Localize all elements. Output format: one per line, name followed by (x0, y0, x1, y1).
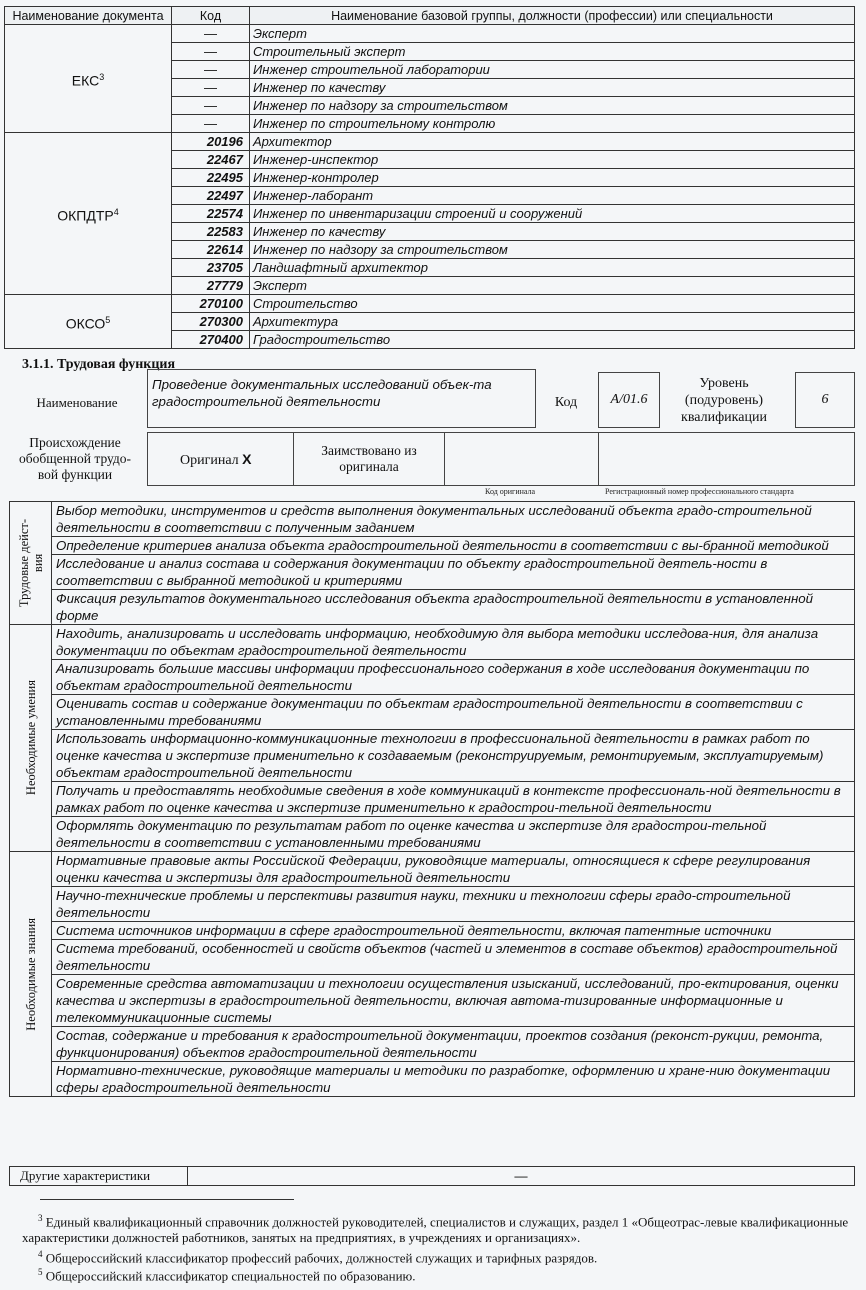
doc-group-name: ОКПДТР (57, 207, 114, 224)
classifier-code: — (172, 61, 250, 79)
header-doc-name: Наименование документа (5, 7, 172, 25)
footnote-3 (22, 1210, 852, 1246)
classifier-name: Инженер-лаборант (250, 187, 855, 205)
classifier-code: — (172, 97, 250, 115)
doc-group-name: ЕКС (71, 72, 100, 89)
classifier-code: — (172, 79, 250, 97)
labor-action-row (10, 555, 855, 590)
classifier-code: 22467 (172, 151, 250, 169)
footnote-separator (40, 1199, 294, 1200)
classifier-name: Инженер по надзору за строительством (250, 241, 855, 259)
name-value: Проведение документальных исследований объек-та градостроительной деятельности (152, 377, 492, 409)
required-skill-text: Получать и предоставлять необходимые сведения в ходе коммуникаций в контексте профессиональ-ной деятельности в рамках работ по оценке качества и экспертизе применительно к градострои-тельной деятельности (52, 782, 855, 817)
required-skill-group-label: Необходимые умения (23, 680, 38, 796)
classifier-name: Эксперт (250, 25, 855, 43)
level-value: 6 (821, 392, 829, 407)
classifier-code: 22574 (172, 205, 250, 223)
other-value: — (188, 1167, 855, 1186)
footnote-5-num: 5 (38, 1267, 43, 1277)
classifier-code: — (172, 25, 250, 43)
footnote-4-text: Общероссийский классификатор профессий рабочих, должностей служащих и тарифных разрядов. (45, 1250, 598, 1266)
required-knowledge-text: Состав, содержание и требования к градостроительной документации, проектов создания (реконст-рукции, ремонта, функционирования) объектов градостроительной деятельности (52, 1027, 855, 1062)
classifier-name: Ландшафтный архитектор (250, 259, 855, 277)
classifier-name: Инженер по надзору за строительством (250, 97, 855, 115)
doc-group-footnote-ref: 3 (99, 71, 105, 82)
labor-action-row (10, 502, 855, 537)
classifier-name: Архитектура (250, 313, 855, 331)
required-knowledge-row (10, 887, 855, 922)
required-skill-row (10, 660, 855, 695)
origin-divider-2 (444, 432, 445, 486)
required-knowledge-row (10, 922, 855, 940)
level-value-box (795, 372, 855, 428)
doc-group-cell (5, 295, 172, 349)
required-knowledge-text: Система источников информации в сфере градостроительной деятельности, включая патентные источники (52, 922, 855, 940)
required-knowledge-row (10, 1062, 855, 1097)
classifier-row (5, 133, 855, 151)
required-skill-row (10, 730, 855, 782)
doc-group-footnote-ref: 5 (105, 314, 111, 325)
classifier-name: Инженер по инвентаризации строений и сооружений (250, 205, 855, 223)
required-knowledge-text: Научно-технические проблемы и перспективы развития науки, техники и технологии сферы градо-строительной деятельности (52, 887, 855, 922)
required-knowledge-row (10, 852, 855, 887)
required-skill-row (10, 817, 855, 852)
required-skill-text: Использовать информационно-коммуникационные технологии в профессиональной деятельности в рамках работ по оценке качества и экспертизе применительно к создаваемым (реконструируемым, ремонтируемым, эксплуатируемым) объектам градостроительной деятельности (52, 730, 855, 782)
footnote-3-num: 3 (38, 1213, 43, 1223)
required-skill-text: Находить, анализировать и исследовать информацию, необходимую для выбора методики исследова-ния, для анализа документации по объектам градостроительной деятельности (52, 625, 855, 660)
footnote-4-num: 4 (38, 1249, 43, 1259)
code-value: A/01.6 (610, 392, 648, 407)
doc-group-footnote-ref: 4 (113, 206, 119, 217)
required-knowledge-group-label: Необходимые знания (23, 917, 38, 1031)
original-label: Оригинал (180, 453, 239, 468)
classifier-code: 22497 (172, 187, 250, 205)
reg-number-caption: Регистрационный номер профессионального стандарта (605, 487, 794, 496)
classifier-code: 23705 (172, 259, 250, 277)
doc-group-name: ОКСО (65, 315, 106, 332)
original-mark: X (242, 451, 252, 467)
classifier-code: 27779 (172, 277, 250, 295)
header-group-name: Наименование базовой группы, должности (профессии) или специальности (250, 7, 855, 25)
footnote-5 (22, 1264, 852, 1284)
classifier-name: Архитектор (250, 133, 855, 151)
classifier-name: Строительный эксперт (250, 43, 855, 61)
required-skill-text: Оформлять документацию по результатам работ по оценке качества и экспертизе для градострои-тельной деятельности в соответствии с установленными требованиями (52, 817, 855, 852)
required-skill-row (10, 625, 855, 660)
labor-action-text: Определение критериев анализа объекта градостроительной деятельности в соответствии с вы-бранной методикой (52, 537, 855, 555)
section-title: 3.1.1. Трудовая функция (22, 357, 176, 372)
other-characteristics-table (9, 1166, 855, 1186)
classifier-row (5, 295, 855, 313)
classifier-name: Инженер по качеству (250, 223, 855, 241)
classifier-code: 22583 (172, 223, 250, 241)
origin-box (147, 432, 855, 486)
classifier-code: 22614 (172, 241, 250, 259)
origin-divider-3 (598, 432, 599, 486)
required-knowledge-text: Система требований, особенностей и свойств объектов (частей и элементов в составе объектов) градостроительной деятельности (52, 940, 855, 975)
name-label: Наименование (36, 395, 118, 410)
classifier-code: 270100 (172, 295, 250, 313)
code-value-box (598, 372, 660, 428)
required-knowledge-row (10, 1027, 855, 1062)
classifier-name: Градостроительство (250, 331, 855, 349)
footnote-3-text: Единый квалификационный справочник должностей руководителей, специалистов и служащих, раздел 1 «Общеотрас-левые квалификационные характеристики должностей работников, занятых на предприятиях, в учреждениях и организациях». (22, 1214, 849, 1246)
classifier-name: Эксперт (250, 277, 855, 295)
required-skill-row (10, 782, 855, 817)
footnote-5-text: Общероссийский классификатор специальностей по образованию. (45, 1268, 416, 1284)
classifier-code: — (172, 43, 250, 61)
doc-group-cell (5, 133, 172, 295)
required-knowledge-row (10, 975, 855, 1027)
header-code: Код (172, 7, 250, 25)
classifier-code: 270400 (172, 331, 250, 349)
required-knowledge-text: Нормативные правовые акты Российской Федерации, руководящие материалы, относящиеся к сфере регулирования оценки качества и экспертизы для градостроительной деятельности (52, 852, 855, 887)
origin-label: Происхождение обобщенной трудо-вой функции (18, 435, 132, 482)
original-cell (180, 451, 252, 469)
classifier-table (4, 6, 855, 349)
code-label: Код (554, 395, 578, 410)
required-skill-group-cell (10, 625, 52, 852)
level-label: Уровень (подуровень) квалификации (681, 376, 767, 425)
required-knowledge-text: Нормативно-технические, руководящие материалы и методики по разработке, оформлению и хране-нию документации сферы градостроительной деятельности (52, 1062, 855, 1097)
required-knowledge-row (10, 940, 855, 975)
required-skill-text: Анализировать большие массивы информации профессионального содержания в ходе исследования документации по объектам градостроительной деятельности (52, 660, 855, 695)
classifier-name: Инженер-контролер (250, 169, 855, 187)
classifier-name: Инженер строительной лаборатории (250, 61, 855, 79)
origin-divider-1 (293, 432, 294, 486)
classifier-name: Инженер по качеству (250, 79, 855, 97)
required-knowledge-text: Современные средства автоматизации и технологии осуществления изысканий, исследований, про-ектирования, оценки качества и экспертизы в градостроительной деятельности, включая автома-тизированные информационные и телекоммуникационные системы (52, 975, 855, 1027)
code-orig-caption: Код оригинала (485, 487, 536, 496)
function-details-table (9, 501, 855, 1097)
labor-action-group-cell (10, 502, 52, 625)
doc-group-cell (5, 25, 172, 133)
other-label: Другие характеристики (10, 1167, 188, 1186)
labor-action-text: Выбор методики, инструментов и средств выполнения документальных исследований объекта градо-строительной деятельности в соответствии с полученным заданием (52, 502, 855, 537)
classifier-code: 270300 (172, 313, 250, 331)
classifier-header-row (5, 7, 855, 25)
classifier-row (5, 25, 855, 43)
classifier-name: Инженер по строительному контролю (250, 115, 855, 133)
labor-action-text: Исследование и анализ состава и содержания документации по объекту градостроительной деятель-ности в соответствии с выбранной методикой и критериями (52, 555, 855, 590)
classifier-code: — (172, 115, 250, 133)
labor-action-row (10, 590, 855, 625)
required-skill-row (10, 695, 855, 730)
classifier-code: 22495 (172, 169, 250, 187)
name-value-box (147, 369, 536, 428)
classifier-name: Инженер-инспектор (250, 151, 855, 169)
labor-action-group-label: Трудовые дейст- вия (16, 518, 45, 608)
labor-action-row (10, 537, 855, 555)
required-knowledge-group-cell (10, 852, 52, 1097)
classifier-name: Строительство (250, 295, 855, 313)
required-skill-text: Оценивать состав и содержание документации по объектам градостроительной деятельности в соответствии с установленными требованиями (52, 695, 855, 730)
borrowed-label: Заимствовано из оригинала (321, 443, 417, 474)
labor-action-text: Фиксация результатов документального исследования объекта градостроительной деятельности в установленной форме (52, 590, 855, 625)
classifier-code: 20196 (172, 133, 250, 151)
